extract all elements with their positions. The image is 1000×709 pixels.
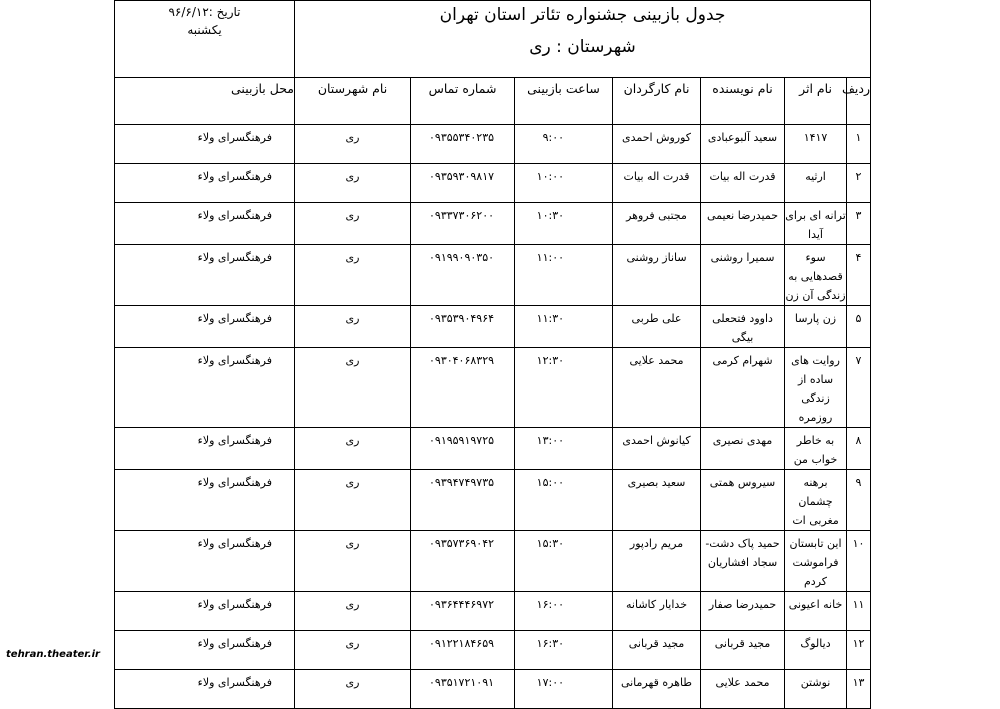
- cell-title: ترانه ای برای آیدا: [785, 203, 847, 245]
- cell-director: علی طربی: [613, 306, 701, 348]
- cell-city: ری: [295, 348, 411, 428]
- cell-phone: ۰۹۱۹۹۰۹۰۳۵۰: [411, 245, 515, 306]
- cell-city: ری: [295, 592, 411, 631]
- cell-venue: فرهنگسرای ولاء: [115, 631, 295, 670]
- cell-city: ری: [295, 631, 411, 670]
- cell-phone: ۰۹۳۵۵۳۴۰۲۳۵: [411, 125, 515, 164]
- cell-time: ۱۵:۳۰: [515, 531, 613, 592]
- cell-city: ری: [295, 470, 411, 531]
- cell-title: به خاطر خواب من: [785, 428, 847, 470]
- table-body: [115, 125, 871, 709]
- cell-title: ارثیه: [785, 164, 847, 203]
- table-row: [115, 670, 871, 709]
- cell-phone: ۰۹۳۵۳۹۰۴۹۶۴: [411, 306, 515, 348]
- cell-writer: داوود فتحعلی بیگی: [701, 306, 785, 348]
- table-row: [115, 592, 871, 631]
- cell-director: مجتبی فروهر: [613, 203, 701, 245]
- column-header-writer: نام نویسنده: [701, 78, 785, 125]
- table-row: [115, 428, 871, 470]
- cell-idx: ۴: [847, 245, 871, 306]
- cell-idx: ۹: [847, 470, 871, 531]
- cell-phone: ۰۹۱۹۵۹۱۹۷۲۵: [411, 428, 515, 470]
- cell-venue: فرهنگسرای ولاء: [115, 470, 295, 531]
- cell-idx: ۱۰: [847, 531, 871, 592]
- date-block: [115, 1, 295, 78]
- cell-phone: ۰۹۳۵۱۷۲۱۰۹۱: [411, 670, 515, 709]
- column-header-idx: ردیف: [847, 78, 871, 125]
- cell-time: ۱۰:۰۰: [515, 164, 613, 203]
- cell-director: مریم رادپور: [613, 531, 701, 592]
- cell-venue: فرهنگسرای ولاء: [115, 125, 295, 164]
- column-header-title: نام اثر: [785, 78, 847, 125]
- cell-time: ۱۵:۰۰: [515, 470, 613, 531]
- cell-title: نوشتن: [785, 670, 847, 709]
- cell-venue: فرهنگسرای ولاء: [115, 428, 295, 470]
- cell-writer: حمیدرضا نعیمی: [701, 203, 785, 245]
- table-row: [115, 203, 871, 245]
- date-label: تاریخ :۹۶/۶/۱۲: [168, 5, 241, 19]
- cell-title: برهنه چشمان مغربی ات: [785, 470, 847, 531]
- column-header-row: [115, 78, 871, 125]
- cell-phone: ۰۹۳۳۷۳۰۶۲۰۰: [411, 203, 515, 245]
- cell-venue: فرهنگسرای ولاء: [115, 670, 295, 709]
- cell-city: ری: [295, 306, 411, 348]
- cell-title: این تابستان فراموشت کردم: [785, 531, 847, 592]
- cell-venue: فرهنگسرای ولاء: [115, 531, 295, 592]
- column-header-phone: شماره تماس: [411, 78, 515, 125]
- table-row: [115, 470, 871, 531]
- cell-title: دیالوگ: [785, 631, 847, 670]
- title-row: [115, 1, 871, 78]
- cell-phone: ۰۹۳۵۷۳۶۹۰۴۲: [411, 531, 515, 592]
- table-row: [115, 348, 871, 428]
- cell-time: ۱۶:۳۰: [515, 631, 613, 670]
- cell-writer: مجید قربانی: [701, 631, 785, 670]
- table-row: [115, 245, 871, 306]
- review-schedule-table: [114, 0, 871, 709]
- cell-time: ۱۱:۳۰: [515, 306, 613, 348]
- cell-director: کیانوش احمدی: [613, 428, 701, 470]
- cell-city: ری: [295, 428, 411, 470]
- cell-title: خانه اعیونی: [785, 592, 847, 631]
- cell-idx: ۸: [847, 428, 871, 470]
- cell-phone: ۰۹۳۵۹۳۰۹۸۱۷: [411, 164, 515, 203]
- table-row: [115, 531, 871, 592]
- cell-idx: ۱: [847, 125, 871, 164]
- column-header-director: نام کارگردان: [613, 78, 701, 125]
- cell-director: ساناز روشنی: [613, 245, 701, 306]
- cell-venue: فرهنگسرای ولاء: [115, 164, 295, 203]
- cell-director: قدرت اله بیات: [613, 164, 701, 203]
- cell-city: ری: [295, 164, 411, 203]
- cell-time: ۱۰:۳۰: [515, 203, 613, 245]
- cell-writer: شهرام کرمی: [701, 348, 785, 428]
- cell-title: سوء قصدهایی به زندگی آن زن: [785, 245, 847, 306]
- cell-idx: ۵: [847, 306, 871, 348]
- cell-venue: فرهنگسرای ولاء: [115, 592, 295, 631]
- cell-title: زن پارسا: [785, 306, 847, 348]
- cell-idx: ۷: [847, 348, 871, 428]
- cell-writer: حمیدرضا صفار: [701, 592, 785, 631]
- page-title: جدول بازبینی جشنواره تئاتر استان تهران: [439, 5, 726, 25]
- column-header-venue: محل بازبینی: [115, 78, 295, 125]
- cell-time: ۱۲:۳۰: [515, 348, 613, 428]
- column-header-time: ساعت بازبینی: [515, 78, 613, 125]
- cell-venue: فرهنگسرای ولاء: [115, 348, 295, 428]
- cell-venue: فرهنگسرای ولاء: [115, 203, 295, 245]
- cell-city: ری: [295, 203, 411, 245]
- cell-title: روایت های ساده از زندگی روزمره: [785, 348, 847, 428]
- cell-city: ری: [295, 531, 411, 592]
- cell-venue: فرهنگسرای ولاء: [115, 306, 295, 348]
- cell-director: محمد علایی: [613, 348, 701, 428]
- table-row: [115, 631, 871, 670]
- cell-time: ۱۷:۰۰: [515, 670, 613, 709]
- cell-director: طاهره قهرمانی: [613, 670, 701, 709]
- cell-writer: سمیرا روشنی: [701, 245, 785, 306]
- cell-time: ۱۳:۰۰: [515, 428, 613, 470]
- cell-time: ۹:۰۰: [515, 125, 613, 164]
- cell-writer: سیروس همتی: [701, 470, 785, 531]
- table-row: [115, 164, 871, 203]
- cell-idx: ۱۳: [847, 670, 871, 709]
- day-label: یکشنبه: [187, 23, 222, 37]
- cell-city: ری: [295, 670, 411, 709]
- table-row: [115, 125, 871, 164]
- cell-phone: ۰۹۱۲۲۱۸۴۶۵۹: [411, 631, 515, 670]
- cell-director: سعید بصیری: [613, 470, 701, 531]
- cell-director: مجید قربانی: [613, 631, 701, 670]
- cell-writer: محمد علایی: [701, 670, 785, 709]
- watermark: tehran.theater.ir: [0, 642, 100, 667]
- cell-phone: ۰۹۳۶۴۴۴۶۹۷۲: [411, 592, 515, 631]
- cell-writer: مهدی نصیری: [701, 428, 785, 470]
- cell-director: خدایار کاشانه: [613, 592, 701, 631]
- cell-venue: فرهنگسرای ولاء: [115, 245, 295, 306]
- cell-title: ۱۴۱۷: [785, 125, 847, 164]
- cell-city: ری: [295, 245, 411, 306]
- column-header-city: نام شهرستان: [295, 78, 411, 125]
- cell-time: ۱۱:۰۰: [515, 245, 613, 306]
- cell-city: ری: [295, 125, 411, 164]
- table-row: [115, 306, 871, 348]
- cell-director: کوروش احمدی: [613, 125, 701, 164]
- cell-phone: ۰۹۳۰۴۰۶۸۳۲۹: [411, 348, 515, 428]
- cell-writer: سعید آلبوعبادی: [701, 125, 785, 164]
- cell-phone: ۰۹۳۹۴۷۴۹۷۳۵: [411, 470, 515, 531]
- cell-time: ۱۶:۰۰: [515, 592, 613, 631]
- cell-writer: قدرت اله بیات: [701, 164, 785, 203]
- cell-idx: ۲: [847, 164, 871, 203]
- page-subtitle: شهرستان : ری: [529, 37, 636, 57]
- cell-idx: ۱۱: [847, 592, 871, 631]
- cell-writer: حمید پاک دشت- سجاد افشاریان: [701, 531, 785, 592]
- cell-idx: ۱۲: [847, 631, 871, 670]
- cell-idx: ۳: [847, 203, 871, 245]
- title-block: [295, 1, 871, 78]
